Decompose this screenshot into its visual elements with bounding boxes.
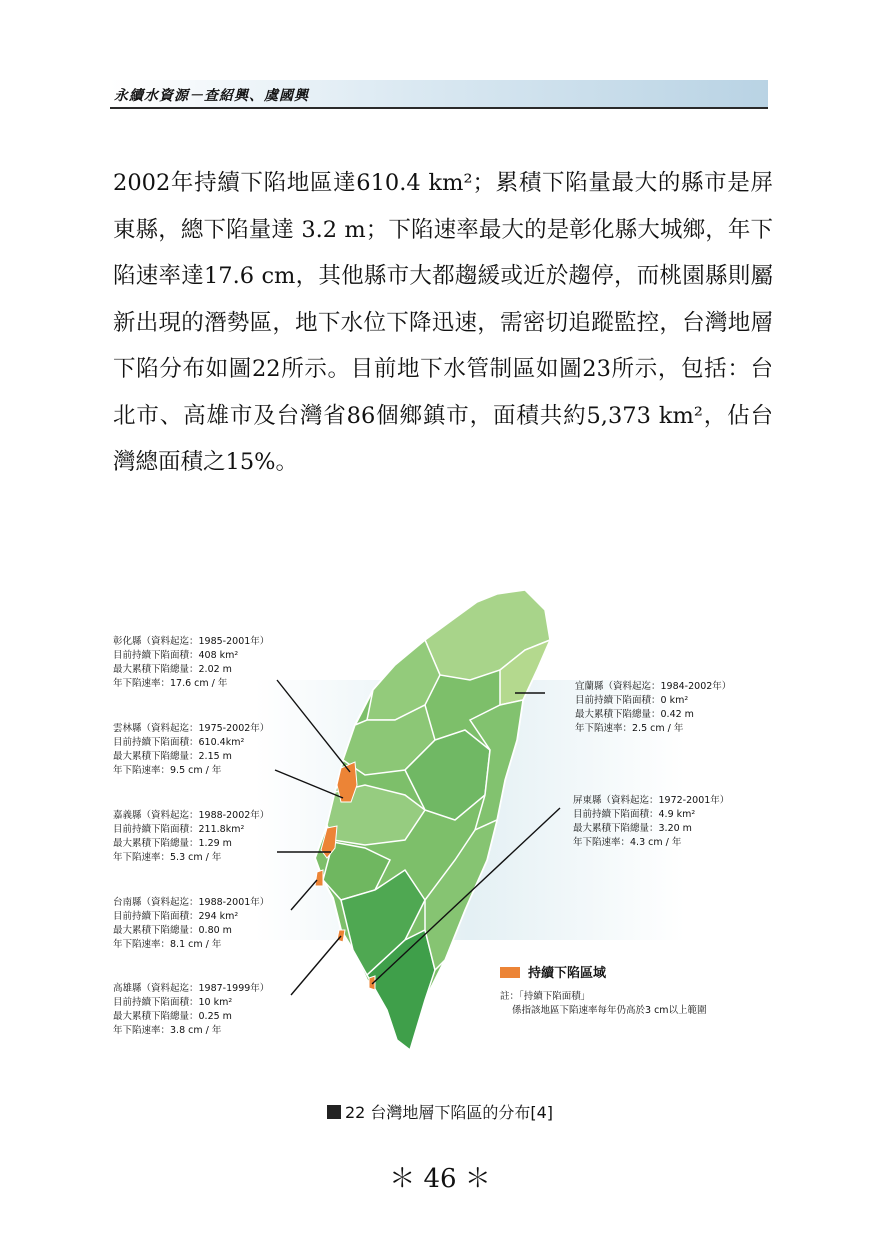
caption-square-icon	[327, 1105, 341, 1119]
annotation-line: 宜蘭縣（資料起迄：1984-2002年）	[575, 681, 732, 692]
paragraph-text: 2002年持續下陷地區達610.4 km²；累積下陷量最大的縣市是屏東縣，總下陷量達 3.2 m；下陷速率最大的是彰化縣大城鄉，年下陷速率達17.6 cm，其他縣市大都趨緩或近於趨停，而桃園縣則屬新出現的潛勢區，地下水位下降迅速，需密切追蹤監控，台灣地層下陷分布如圖22所示。目前地下水管制區如圖23所示，包括：台北市、高雄市及台灣省86個鄉鎮市，面積共約5,373 km²，佔台灣總面積之15%。	[113, 170, 773, 475]
leader-kaohsiung	[291, 936, 341, 995]
annotation-tainan	[113, 896, 269, 952]
annotation-pingtung	[573, 794, 729, 850]
figure-22	[105, 580, 775, 1060]
annotation-line: 目前持續下陷面積：4.9 km²	[573, 809, 696, 820]
legend-label: 持續下陷區域	[528, 966, 607, 981]
annotation-line: 年下陷速率：3.8 cm / 年	[113, 1025, 222, 1036]
annotation-line: 最大累積下陷總量：3.20 m	[573, 823, 692, 834]
annotation-line: 年下陷速率：8.1 cm / 年	[113, 939, 222, 950]
annotation-line: 彰化縣（資料起迄：1985-2001年）	[113, 636, 270, 647]
annotation-line: 最大累積下陷總量：0.80 m	[113, 925, 232, 936]
annotation-line: 年下陷速率：9.5 cm / 年	[113, 765, 222, 776]
map-legend	[500, 962, 606, 981]
annotation-line: 目前持續下陷面積：408 km²	[113, 650, 239, 661]
annotation-yunlin	[113, 722, 269, 778]
annotation-yilan	[575, 680, 731, 736]
annotation-line: 嘉義縣（資料起迄：1988-2002年）	[113, 810, 270, 821]
annotation-line: 最大累積下陷總量：1.29 m	[113, 838, 232, 849]
annotation-line: 年下陷速率：5.3 cm / 年	[113, 852, 222, 863]
legend-swatch	[500, 967, 520, 978]
annotation-line: 目前持續下陷面積：0 km²	[575, 695, 689, 706]
annotation-line: 年下陷速率：17.6 cm / 年	[113, 678, 228, 689]
header-title: 永續水資源－查紹興、虞國興	[114, 88, 309, 104]
annotation-chiayi	[113, 809, 269, 865]
annotation-line: 最大累積下陷總量：2.15 m	[113, 751, 232, 762]
annotation-line: 目前持續下陷面積：294 km²	[113, 911, 239, 922]
subsidence-pingtung	[369, 976, 375, 990]
annotation-line: 目前持續下陷面積：211.8km²	[113, 824, 245, 835]
annotation-line: 雲林縣（資料起迄：1975-2002年）	[113, 723, 270, 734]
note-line-2: 係指該地區下陷速率每年仍高於3 cm以上範圍	[512, 1005, 707, 1016]
annotation-line: 最大累積下陷總量：0.42 m	[575, 709, 694, 720]
annotation-line: 年下陷速率：2.5 cm / 年	[575, 723, 684, 734]
map-note	[500, 990, 707, 1018]
note-line-1: 註：「持續下陷面積」	[500, 991, 591, 1002]
annotation-line: 年下陷速率：4.3 cm / 年	[573, 837, 682, 848]
body-paragraph	[113, 160, 773, 486]
annotation-line: 目前持續下陷面積：10 km²	[113, 997, 233, 1008]
annotation-kaohsiung	[113, 982, 269, 1038]
annotation-line: 台南縣（資料起迄：1988-2001年）	[113, 897, 270, 908]
page-number: ＊ 46 ＊	[389, 1164, 491, 1194]
annotation-line: 最大累積下陷總量：0.25 m	[113, 1011, 232, 1022]
running-header	[110, 80, 768, 109]
annotation-changhua	[113, 635, 269, 691]
figure-caption	[0, 1100, 880, 1123]
annotation-line: 目前持續下陷面積：610.4km²	[113, 737, 245, 748]
caption-text: 22 台灣地層下陷區的分布[4]	[344, 1103, 554, 1122]
annotation-line: 最大累積下陷總量：2.02 m	[113, 664, 232, 675]
annotation-line: 屏東縣（資料起迄：1972-2001年）	[573, 795, 730, 806]
annotation-line: 高雄縣（資料起迄：1987-1999年）	[113, 983, 270, 994]
